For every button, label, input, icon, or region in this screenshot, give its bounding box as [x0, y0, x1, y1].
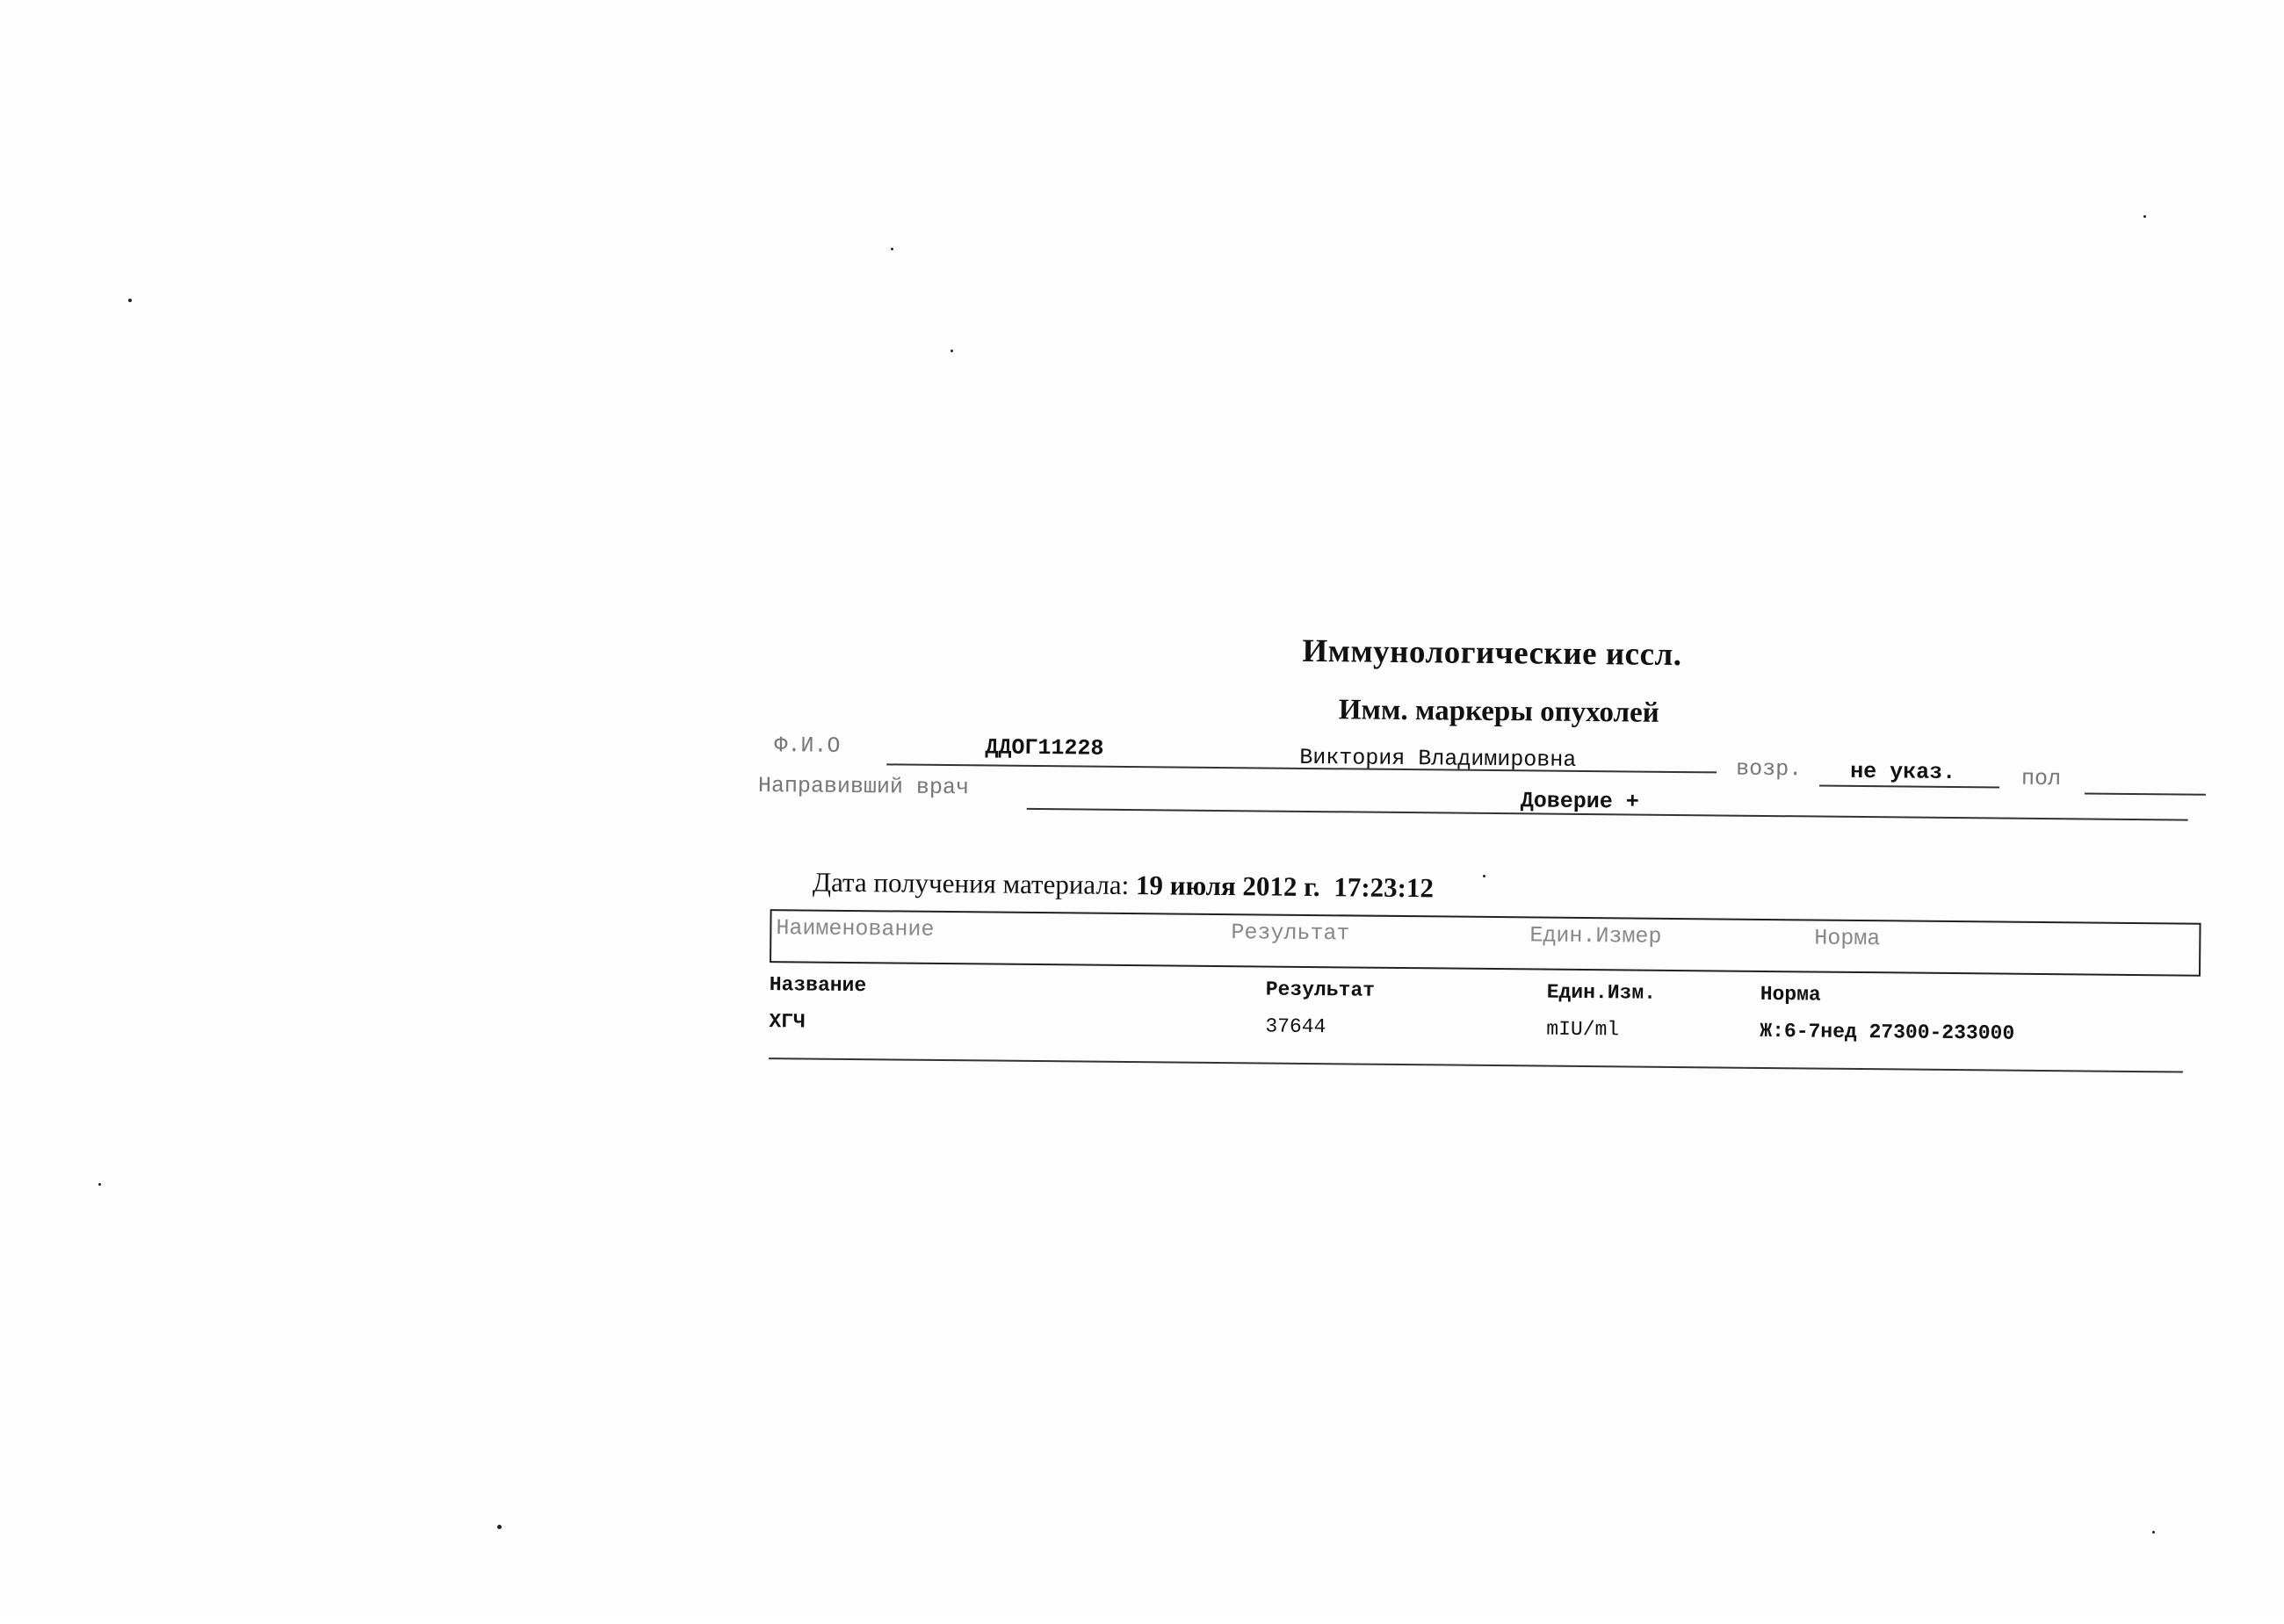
age-value: не указ.: [1850, 758, 1956, 786]
header-norm: Норма: [1814, 925, 1881, 952]
scan-speck: [2152, 1531, 2155, 1534]
table-bottom-rule: [769, 1057, 2183, 1072]
sample-date-line: [813, 867, 1434, 905]
doctor-label: Направивший врач: [757, 772, 970, 801]
subheader-name: Название: [769, 973, 867, 998]
scan-speck: [128, 299, 132, 302]
scan-speck: [950, 350, 953, 352]
table-header-box: [770, 909, 2201, 977]
scan-speck: [1483, 875, 1485, 877]
row-norm: Ж:6-7нед 27300-233000: [1760, 1019, 2015, 1045]
subheader-unit: Един.Изм.: [1546, 980, 1657, 1005]
scan-speck: [2143, 215, 2146, 218]
header-unit: Един.Измер: [1529, 922, 1662, 949]
fio-name: Виктория Владимировна: [1299, 744, 1577, 773]
fio-label: Ф.И.О: [774, 733, 841, 759]
scan-speck: [98, 1183, 101, 1186]
sex-underline: [2085, 792, 2206, 795]
report-subtitle: Имм. маркеры опухолей: [1338, 694, 1659, 729]
row-name: ХГЧ: [769, 1010, 806, 1034]
header-name: Наименование: [776, 915, 935, 942]
row-unit: mIU/ml: [1546, 1017, 1620, 1042]
sex-label: пол: [2020, 765, 2062, 792]
subheader-norm: Норма: [1760, 982, 1821, 1007]
fio-code: ДДОГ11228: [985, 734, 1104, 761]
doctor-value: Доверие +: [1520, 788, 1640, 815]
sample-time-value: 17:23:12: [1334, 871, 1435, 904]
subheader-result: Результат: [1265, 978, 1376, 1002]
header-result: Результат: [1231, 920, 1350, 947]
scan-speck: [891, 248, 893, 250]
sample-date-value: 19 июля 2012 г.: [1135, 870, 1320, 903]
age-label: возр.: [1736, 755, 1803, 783]
row-result: 37644: [1265, 1014, 1326, 1039]
scan-speck: [497, 1525, 502, 1529]
sample-date-label: Дата получения материала:: [812, 866, 1130, 901]
age-underline: [1819, 785, 1999, 789]
report-title: Иммунологические иссл.: [1302, 632, 1682, 674]
